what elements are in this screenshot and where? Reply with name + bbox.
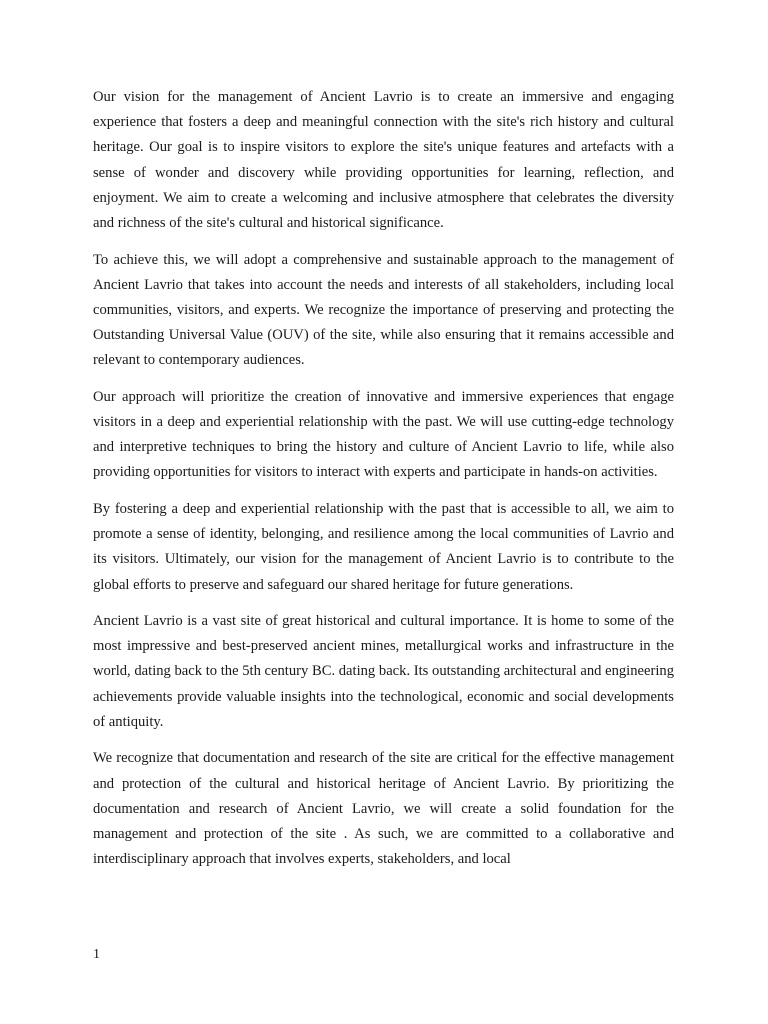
page-number: 1 bbox=[93, 947, 100, 962]
paragraph-site-description: Ancient Lavrio is a vast site of great historical and cultural importance. It is home to some of the most impressive and best-preserved ancient mines, metallurgical works and infrastructure in the world, dating back to the 5th century BC. dating back. Its outstanding architectural and engineering achievements provide valuable insights into the technological, economic and social developments of antiquity. bbox=[93, 613, 674, 730]
document-body bbox=[93, 85, 674, 884]
paragraph-experiences: Our approach will prioritize the creation of innovative and immersive experiences that engage visitors in a deep and experiential relationship with the past. We will use cutting-edge technology and interpretive techniques to bring the history and culture of Ancient Lavrio to life, while also providing opportunities for visitors to interact with experts and participate in hands-on activities. bbox=[93, 388, 674, 481]
paragraph-documentation: We recognize that documentation and research of the site are critical for the effective management and protection of the cultural and historical heritage of Ancient Lavrio. By prioritizing the documentation and research of Ancient Lavrio, we will create a solid foundation for the management and protection of the site . As such, we are committed to a collaborative and interdisciplinary approach that involves experts, stakeholders, and local bbox=[93, 750, 674, 868]
paragraph-identity: By fostering a deep and experiential relationship with the past that is accessible to all, we aim to promote a sense of identity, belonging, and resilience among the local communities of Lavrio and its visitors. Ultimately, our vision for the management of Ancient Lavrio is to contribute to the global efforts to preserve and safeguard our shared heritage for future generations. bbox=[93, 500, 674, 593]
paragraph-vision: Our vision for the management of Ancient Lavrio is to create an immersive and engaging experience that fosters a deep and meaningful connection with the site's rich history and cultural heritage. Our goal is to inspire visitors to explore the site's unique features and artefacts with a sense of wonder and discovery while providing opportunities for learning, reflection, and enjoyment. We aim to create a welcoming and inclusive atmosphere that celebrates the diversity and richness of the site's cultural and historical significance. bbox=[93, 89, 674, 232]
paragraph-approach: To achieve this, we will adopt a comprehensive and sustainable approach to the management of Ancient Lavrio that takes into account the needs and interests of all stakeholders, including local communities, visitors, and experts. We recognize the importance of preserving and protecting the Outstanding Universal Value (OUV) of the site, while also ensuring that it remains accessible and relevant to contemporary audiences. bbox=[93, 251, 674, 369]
